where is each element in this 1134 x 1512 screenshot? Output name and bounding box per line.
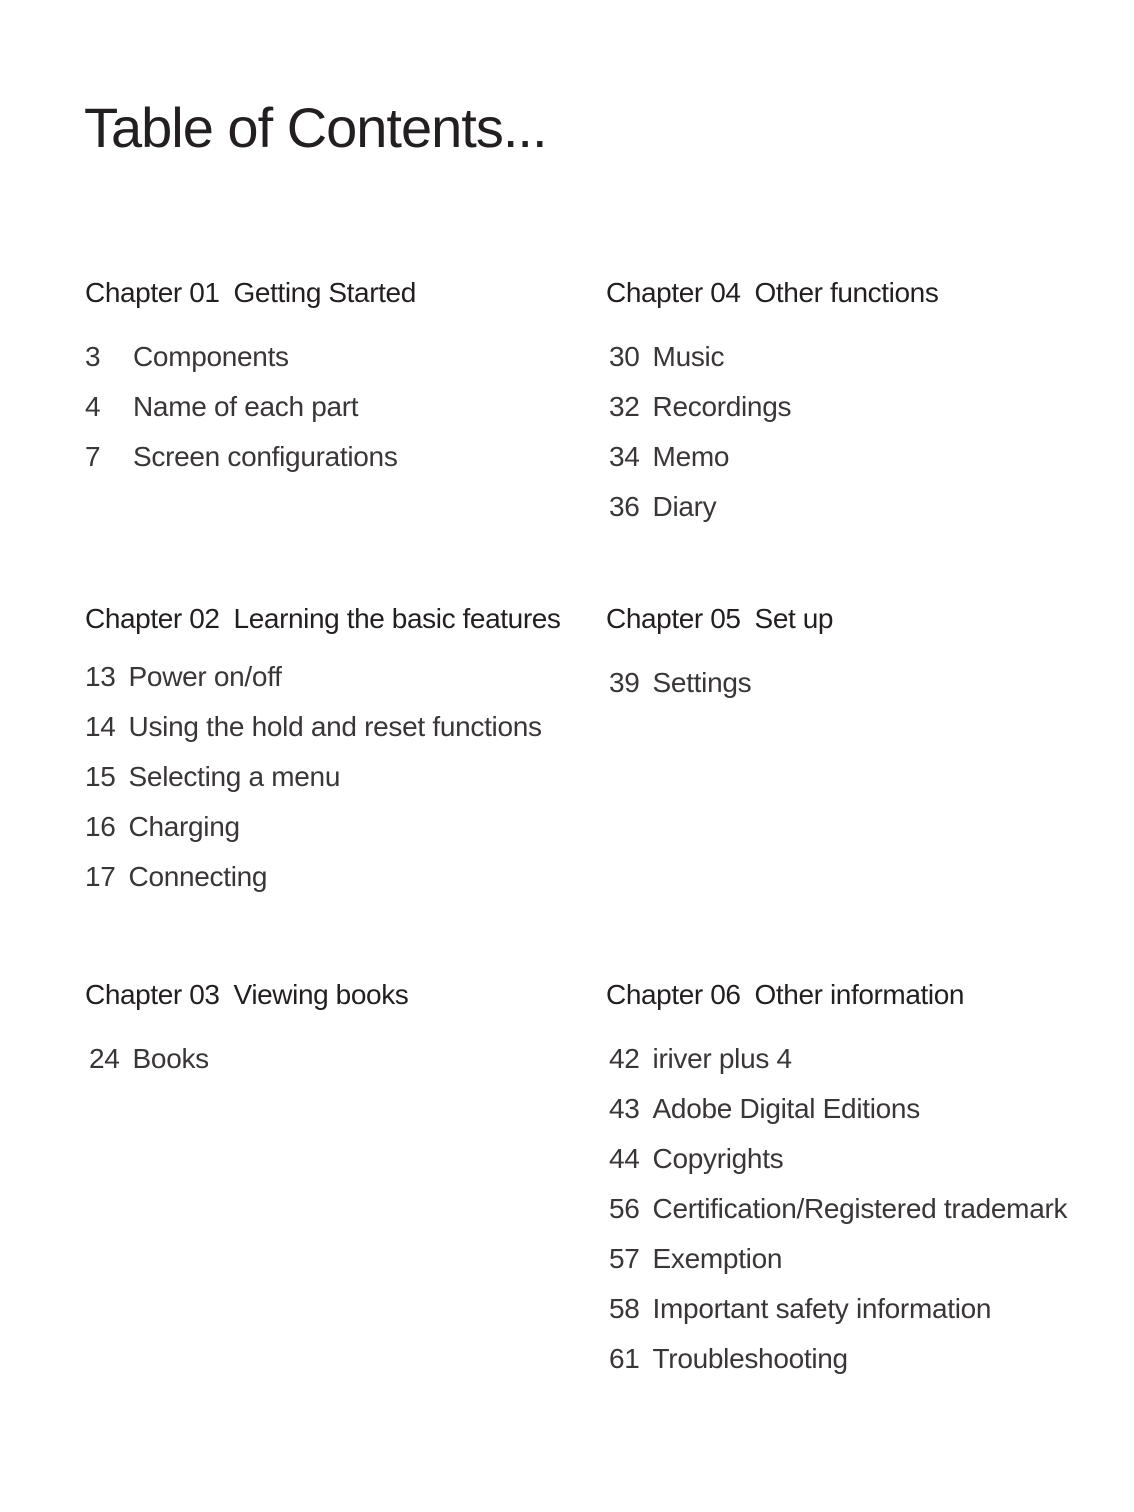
entry-label: Components xyxy=(133,341,289,372)
chapter-number: Chapter 01 xyxy=(85,277,220,308)
chapter-title: Other functions xyxy=(754,277,939,308)
entry-label: Books xyxy=(132,1043,209,1074)
page-number: 36 xyxy=(609,491,640,522)
page-number: 44 xyxy=(609,1143,640,1174)
toc-entry-connecting[interactable] xyxy=(85,852,561,902)
page-number: 7 xyxy=(85,441,101,472)
page-title: Table of Contents... xyxy=(84,96,547,159)
entry-label: Power on/off xyxy=(128,661,282,692)
toc-entry-adobe-digital-editions[interactable] xyxy=(609,1084,1067,1134)
toc-entry-memo[interactable] xyxy=(609,432,938,482)
page-number: 3 xyxy=(85,341,101,372)
toc-entry-power-on-off[interactable] xyxy=(85,652,561,702)
entry-label: Diary xyxy=(652,491,717,522)
page-number: 4 xyxy=(85,391,101,422)
chapter-02-section xyxy=(85,602,561,902)
toc-entry-selecting-a-menu[interactable] xyxy=(85,752,561,802)
page-number: 30 xyxy=(609,341,640,372)
chapter-number: Chapter 05 xyxy=(606,603,741,634)
chapter-number: Chapter 04 xyxy=(606,277,741,308)
page-number: 57 xyxy=(609,1243,640,1274)
page-number: 61 xyxy=(609,1343,640,1374)
toc-list xyxy=(609,658,833,708)
toc-entry-charging[interactable] xyxy=(85,802,561,852)
chapter-05-section xyxy=(606,602,833,708)
page-number: 13 xyxy=(85,661,116,692)
toc-entry-hold-and-reset[interactable] xyxy=(85,702,561,752)
toc-entry-important-safety-information[interactable] xyxy=(609,1284,1067,1334)
chapter-title: Other information xyxy=(754,979,965,1010)
chapter-number: Chapter 06 xyxy=(606,979,741,1010)
toc-entry-music[interactable] xyxy=(609,332,938,382)
chapter-title: Set up xyxy=(754,603,834,634)
page-number: 34 xyxy=(609,441,640,472)
entry-label: Exemption xyxy=(652,1243,783,1274)
toc-entry-iriver-plus-4[interactable] xyxy=(609,1034,1067,1084)
chapter-01-section xyxy=(85,276,416,482)
chapter-04-section xyxy=(606,276,938,532)
chapter-heading xyxy=(85,978,408,1012)
page-number: 16 xyxy=(85,811,116,842)
toc-list xyxy=(85,332,416,482)
entry-label: Troubleshooting xyxy=(652,1343,848,1374)
toc-entry-certification-trademark[interactable] xyxy=(609,1184,1067,1234)
chapter-03-section xyxy=(85,978,408,1084)
page-number: 56 xyxy=(609,1193,640,1224)
entry-label: Name of each part xyxy=(133,391,359,422)
entry-label: Charging xyxy=(128,811,240,842)
toc-entry-books[interactable] xyxy=(89,1034,408,1084)
page-number: 39 xyxy=(609,667,640,698)
entry-label: Music xyxy=(652,341,725,372)
toc-entry-exemption[interactable] xyxy=(609,1234,1067,1284)
entry-label: Screen configurations xyxy=(133,441,398,472)
entry-label: Certification/Registered trademark xyxy=(652,1193,1068,1224)
toc-entry-components[interactable] xyxy=(85,332,416,382)
entry-label: Connecting xyxy=(128,861,268,892)
chapter-heading xyxy=(85,276,416,310)
entry-label: Adobe Digital Editions xyxy=(652,1093,920,1124)
chapter-number: Chapter 02 xyxy=(85,603,220,634)
toc-entry-diary[interactable] xyxy=(609,482,938,532)
chapter-06-section xyxy=(606,978,1067,1384)
toc-list xyxy=(89,1034,408,1084)
toc-entry-recordings[interactable] xyxy=(609,382,938,432)
toc-entry-copyrights[interactable] xyxy=(609,1134,1067,1184)
chapter-heading xyxy=(85,602,561,636)
page-number: 32 xyxy=(609,391,640,422)
chapter-heading xyxy=(606,602,833,636)
chapter-heading xyxy=(606,276,938,310)
page-number: 14 xyxy=(85,711,116,742)
toc-list xyxy=(609,1034,1067,1384)
entry-label: Using the hold and reset functions xyxy=(128,711,542,742)
page-number: 58 xyxy=(609,1293,640,1324)
toc-entry-name-of-each-part[interactable] xyxy=(85,382,416,432)
entry-label: Recordings xyxy=(652,391,792,422)
entry-label: Selecting a menu xyxy=(128,761,341,792)
page-number: 17 xyxy=(85,861,116,892)
chapter-number: Chapter 03 xyxy=(85,979,220,1010)
entry-label: Copyrights xyxy=(652,1143,784,1174)
toc-entry-screen-configurations[interactable] xyxy=(85,432,416,482)
page-number: 24 xyxy=(89,1043,120,1074)
chapter-title: Getting Started xyxy=(233,277,416,308)
page-number: 42 xyxy=(609,1043,640,1074)
page-number: 15 xyxy=(85,761,116,792)
entry-label: Settings xyxy=(652,667,752,698)
page-number: 43 xyxy=(609,1093,640,1124)
entry-label: iriver plus 4 xyxy=(652,1043,792,1074)
entry-label: Memo xyxy=(652,441,730,472)
toc-entry-settings[interactable] xyxy=(609,658,833,708)
toc-list xyxy=(609,332,938,532)
chapter-heading xyxy=(606,978,1067,1012)
chapter-title: Learning the basic features xyxy=(233,603,561,634)
toc-entry-troubleshooting[interactable] xyxy=(609,1334,1067,1384)
entry-label: Important safety information xyxy=(652,1293,992,1324)
toc-list xyxy=(85,652,561,902)
chapter-title: Viewing books xyxy=(233,979,409,1010)
